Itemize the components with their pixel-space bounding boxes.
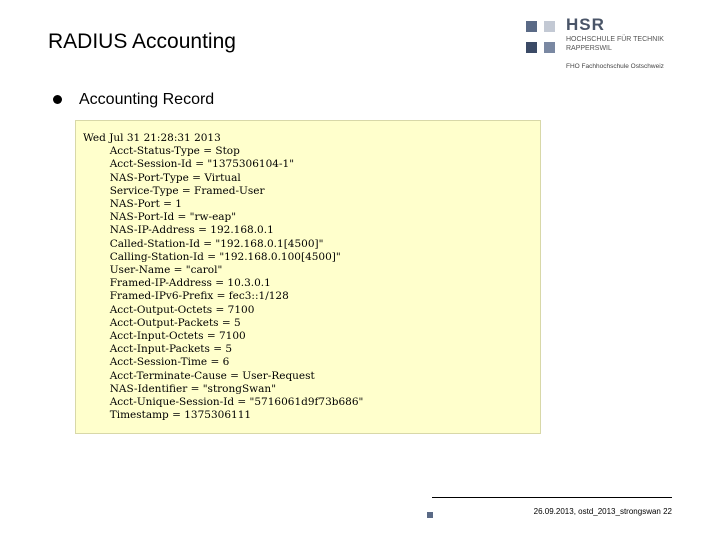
accounting-record: [76, 121, 540, 422]
logo-square-icon: [544, 42, 555, 53]
record-line: NAS-IP-Address = 192.168.0.1: [83, 224, 274, 237]
record-line: Calling-Station-Id = "192.168.0.100[4500]": [83, 250, 341, 263]
footer-divider: [432, 497, 672, 498]
record-line: NAS-Port-Type = Virtual: [83, 171, 241, 184]
record-line: Acct-Terminate-Cause = User-Request: [83, 369, 315, 382]
record-line: Timestamp = 1375306111: [83, 409, 252, 422]
hsr-logo: [526, 15, 696, 74]
bullet-text: Accounting Record: [79, 91, 215, 108]
record-line: NAS-Port = 1: [83, 198, 182, 211]
record-line: Acct-Input-Packets = 5: [83, 343, 233, 356]
record-line: Called-Station-Id = "192.168.0.1[4500]": [83, 237, 324, 250]
footer-text: 26.09.2013, ostd_2013_strongswan 22: [533, 507, 672, 516]
accounting-record-box: [75, 120, 541, 434]
record-line: Wed Jul 31 21:28:31 2013: [83, 132, 221, 144]
record-line: NAS-Port-Id = "rw-eap": [83, 211, 237, 224]
record-line: Framed-IP-Address = 10.3.0.1: [83, 277, 271, 290]
record-line: NAS-Identifier = "strongSwan": [83, 382, 277, 395]
record-line: User-Name = "carol": [83, 264, 223, 277]
bullet-icon: [53, 95, 62, 104]
logo-square-icon: [544, 21, 555, 32]
logo-location: RAPPERSWIL: [566, 45, 612, 52]
logo-square-icon: [526, 42, 537, 53]
logo-subtitle: HOCHSCHULE FÜR TECHNIK: [566, 36, 664, 43]
slide-title: RADIUS Accounting: [48, 30, 236, 53]
record-line: Acct-Session-Id = "1375306104-1": [83, 158, 295, 171]
record-line: Acct-Input-Octets = 7100: [83, 330, 246, 343]
record-line: Acct-Unique-Session-Id = "5716061d9f73b686": [83, 396, 364, 409]
record-line: Framed-IPv6-Prefix = fec3::1/128: [83, 290, 289, 303]
logo-tagline: FHO Fachhochschule Ostschweiz: [566, 63, 664, 70]
logo-name: HSR: [566, 15, 605, 34]
record-line: Acct-Session-Time = 6: [83, 356, 230, 369]
logo-square-icon: [526, 21, 537, 32]
record-line: Acct-Status-Type = Stop: [83, 145, 240, 158]
record-line: Acct-Output-Packets = 5: [83, 316, 241, 329]
record-line: Service-Type = Framed-User: [83, 184, 265, 197]
record-line: Acct-Output-Octets = 7100: [83, 303, 255, 316]
footer-square-icon: [427, 512, 433, 518]
